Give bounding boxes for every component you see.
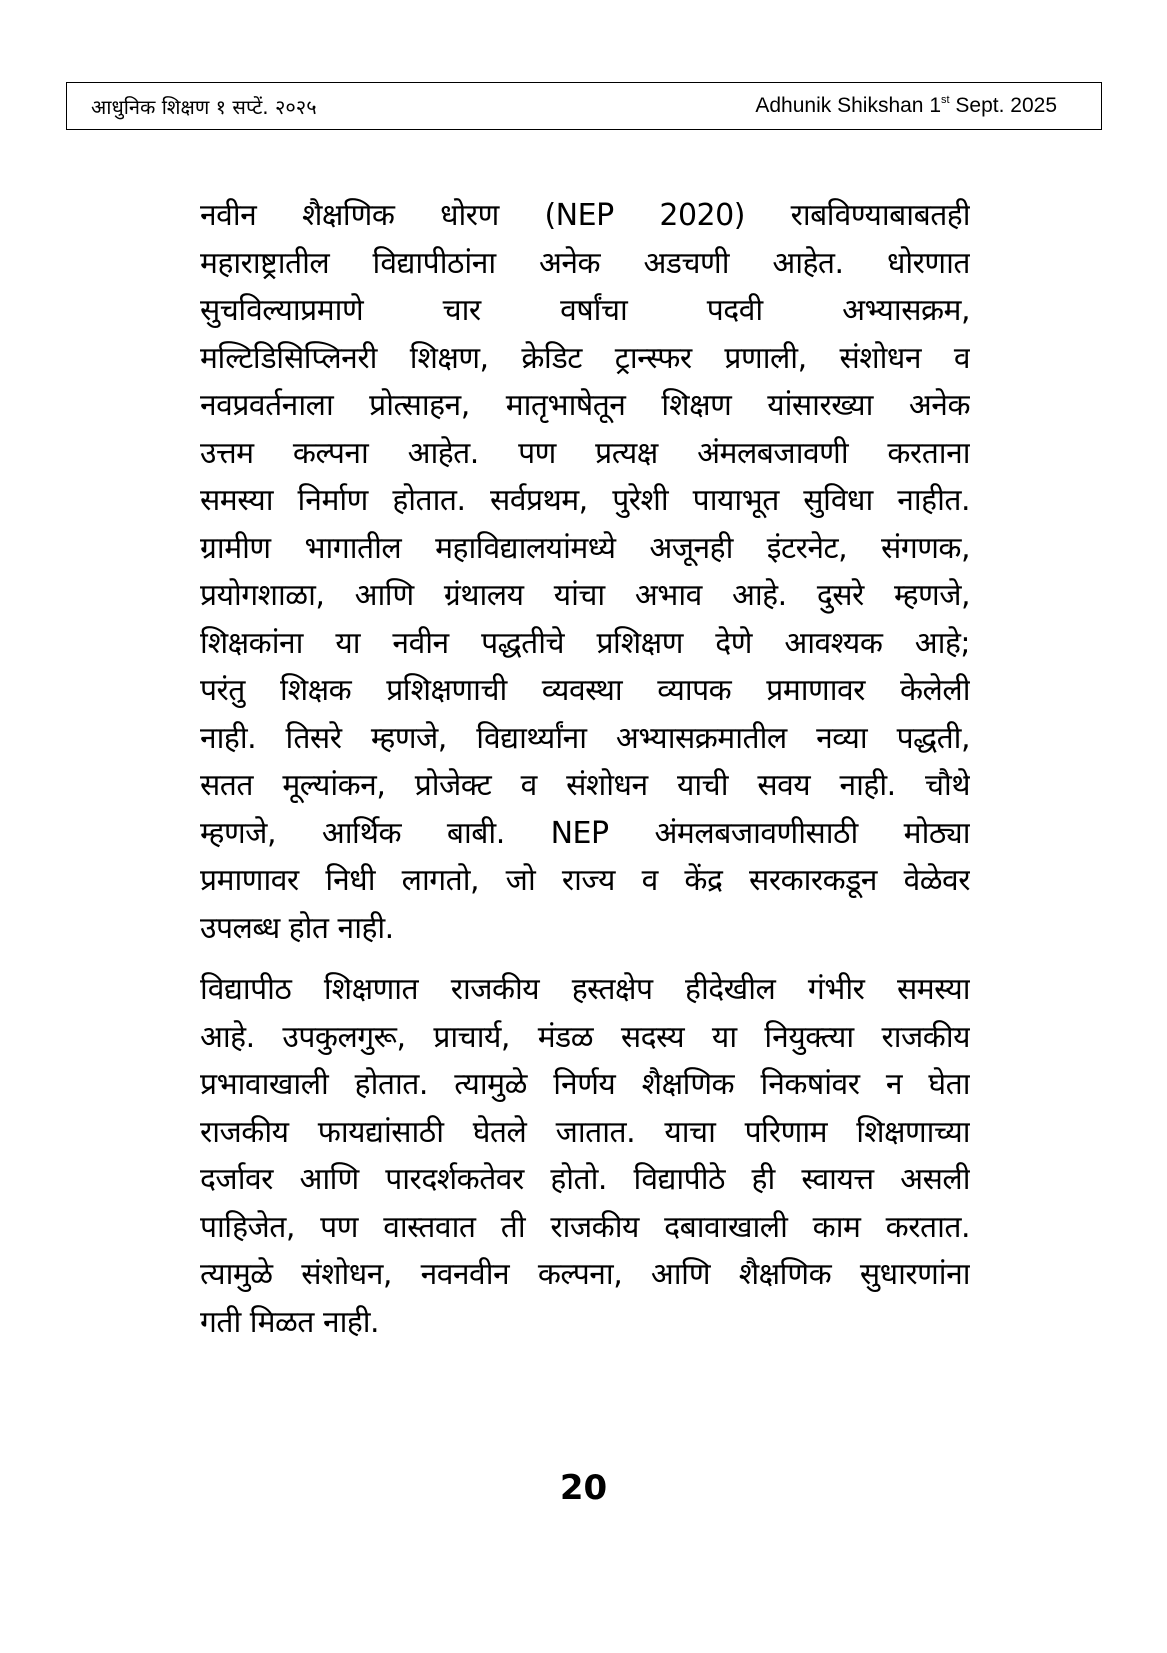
header-title-marathi: आधुनिक शिक्षण १ सप्टें. २०२५	[91, 94, 317, 119]
text-line: उपलब्ध होत नाही.	[200, 910, 394, 946]
text-line: पाहिजेत, पण वास्तवात ती राजकीय दबावाखाली काम करतात.	[200, 1209, 970, 1245]
header-title-english-suffix: Sept. 2025	[949, 94, 1057, 117]
text-line: गती मिळत नाही.	[200, 1304, 380, 1340]
running-header	[66, 82, 1102, 130]
text-line: समस्या निर्माण होतात. सर्वप्रथम, पुरेशी पायाभूत सुविधा नाहीत.	[200, 483, 970, 518]
text-line: प्रभावाखाली होतात. त्यामुळे निर्णय शैक्षणिक निकषांवर न घेता	[200, 1067, 970, 1102]
text-line: शिक्षकांना या नवीन पद्धतीचे प्रशिक्षण देणे आवश्यक आहे;	[200, 625, 970, 661]
text-line: परंतु शिक्षक प्रशिक्षणाची व्यवस्था व्यापक प्रमाणावर केलेली	[200, 673, 970, 708]
paragraph-2	[200, 966, 970, 1346]
article-body	[200, 192, 970, 1360]
text-line: महाराष्ट्रातील विद्यापीठांना अनेक अडचणी आहेत. धोरणात	[200, 245, 970, 281]
text-line: नवप्रवर्तनाला प्रोत्साहन, मातृभाषेतून शिक्षण यांसारख्या अनेक	[200, 388, 970, 423]
text-line: दर्जावर आणि पारदर्शकतेवर होतो. विद्यापीठे ही स्वायत्त असली	[200, 1162, 970, 1197]
paragraph-1	[200, 192, 970, 952]
header-title-english-prefix: Adhunik Shikshan 1	[755, 94, 942, 117]
header-title-english	[755, 94, 1057, 118]
text-line: उत्तम कल्पना आहेत. पण प्रत्यक्ष अंमलबजावणी करताना	[200, 435, 970, 471]
text-line: मल्टिडिसिप्लिनरी शिक्षण, क्रेडिट ट्रान्स्फर प्रणाली, संशोधन व	[200, 340, 970, 376]
text-line: विद्यापीठ शिक्षणात राजकीय हस्तक्षेप हीदेखील गंभीर समस्या	[200, 972, 970, 1007]
text-line: सुचविल्याप्रमाणे चार वर्षांचा पदवी अभ्यासक्रम,	[200, 293, 970, 328]
header-title-english-ordinal: st	[941, 94, 950, 106]
text-line: म्हणजे, आर्थिक बाबी. NEP अंमलबजावणीसाठी मोठ्या	[200, 815, 970, 851]
text-line: नवीन शैक्षणिक धोरण (NEP 2020) राबविण्याबाबतही	[200, 198, 970, 233]
text-line: सतत मूल्यांकन, प्रोजेक्ट व संशोधन याची सवय नाही. चौथे	[200, 768, 970, 803]
text-line: नाही. तिसरे म्हणजे, विद्यार्थ्यांना अभ्यासक्रमातील नव्या पद्धती,	[200, 720, 970, 756]
text-line: त्यामुळे संशोधन, नवनवीन कल्पना, आणि शैक्षणिक सुधारणांना	[200, 1257, 970, 1292]
text-line: प्रमाणावर निधी लागतो, जो राज्य व केंद्र सरकारकडून वेळेवर	[200, 863, 970, 898]
text-line: ग्रामीण भागातील महाविद्यालयांमध्ये अजूनही इंटरनेट, संगणक,	[200, 530, 970, 566]
page-number: 20	[559, 1468, 608, 1508]
text-line: राजकीय फायद्यांसाठी घेतले जातात. याचा परिणाम शिक्षणाच्या	[200, 1114, 970, 1150]
text-line: प्रयोगशाळा, आणि ग्रंथालय यांचा अभाव आहे. दुसरे म्हणजे,	[200, 578, 970, 613]
text-line: आहे. उपकुलगुरू, प्राचार्य, मंडळ सदस्य या नियुक्त्या राजकीय	[200, 1019, 970, 1055]
